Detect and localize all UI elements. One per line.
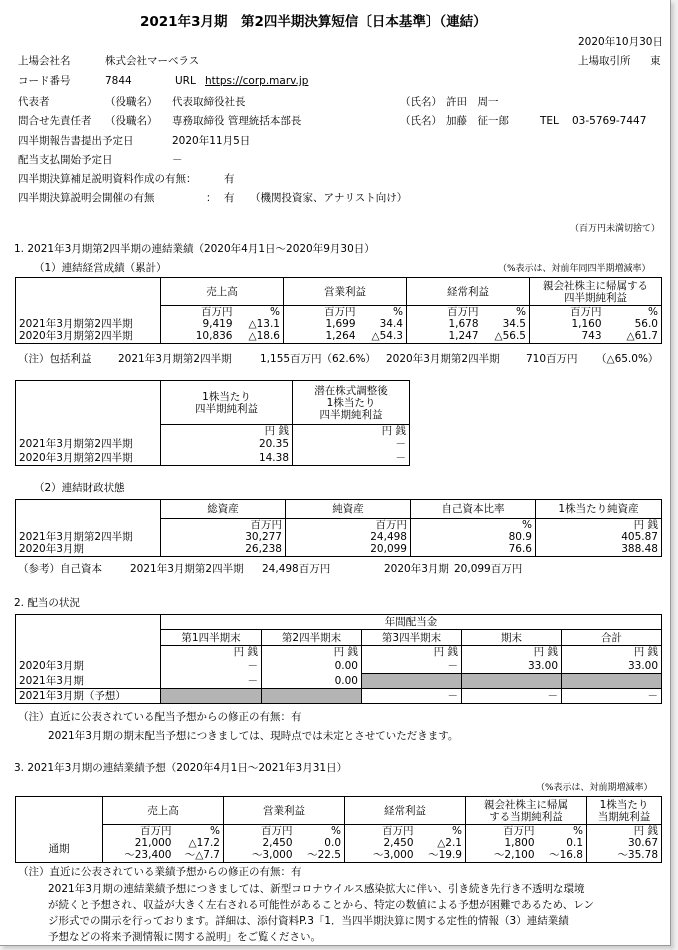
rep-name: 許田 周一: [446, 96, 499, 108]
unit-cell: 百万円: [161, 519, 286, 532]
row-label: 通期: [16, 837, 103, 862]
forecast-note-3: が続くと予想され、収益が大きく左右される可能性があることから、特定の数値による予想が困難であるため、レン: [48, 899, 594, 911]
forecast-corner: [16, 797, 103, 825]
unit-cell: 百万円: [284, 306, 359, 319]
table-row: [16, 659, 662, 674]
value-cell: 30.67: [587, 837, 662, 849]
briefing-colon: ：: [206, 192, 217, 204]
table-row: [16, 318, 662, 330]
results-header-net-line1: 親会社株主に帰属する: [543, 279, 648, 292]
comprehensive-cur-period: 2021年3月期第2四半期: [118, 353, 232, 365]
comprehensive-prev-period: 2020年3月期第2四半期: [386, 353, 500, 365]
financial-header-net-assets: 純資産: [286, 500, 411, 519]
value-cell: ～△7.7: [175, 849, 224, 862]
value-cell: 2,450: [224, 837, 296, 849]
value-cell: －: [293, 451, 410, 465]
financial-unit-blank: [16, 519, 161, 532]
unit-cell: 円 銭: [161, 646, 262, 659]
table-row: [16, 849, 662, 862]
unit-cell: %: [417, 825, 466, 838]
results-pct-note: （%表示は、対前年同四半期増減率）: [498, 264, 651, 274]
rep-title: 代表取締役社長: [172, 96, 246, 108]
forecast-unit-blank: [16, 825, 103, 838]
table-row: [16, 451, 410, 465]
results-header-net: [530, 278, 662, 306]
value-cell: △2.1: [417, 837, 466, 849]
unit-cell: 円 銭: [562, 646, 662, 659]
forecast-pct-note: （%表示は、対前期増減率）: [536, 783, 653, 793]
eps-header-line: 1株当たり: [326, 396, 376, 409]
dividend-unit-blank: [16, 646, 161, 659]
row-label: 2021年3月期第2四半期: [16, 437, 161, 451]
unit-cell: 円 銭: [536, 519, 662, 532]
exchange-label: 上場取引所: [578, 55, 631, 67]
results-header-net-line2: 四半期純利益: [564, 291, 627, 304]
value-cell: －: [293, 437, 410, 451]
unit-cell: 百万円: [224, 825, 296, 838]
row-label: 2021年3月期（予想）: [16, 689, 161, 704]
value-cell: △56.5: [482, 330, 530, 343]
value-cell: △17.2: [175, 837, 224, 849]
table-row: [16, 531, 662, 543]
equity-note-cur-period: 2021年3月期第2四半期: [130, 563, 244, 575]
value-cell: －: [362, 689, 462, 704]
value-cell: 2,450: [345, 837, 417, 849]
equity-note-cur-value: 24,498百万円: [262, 563, 331, 575]
row-label: 2021年3月期: [16, 674, 161, 689]
value-cell: 1,678: [407, 318, 482, 330]
value-cell: 0.00: [262, 674, 362, 689]
report-date-label: 四半期報告書提出予定日: [18, 135, 134, 147]
unit-cell: 円 銭: [362, 646, 462, 659]
unit-cell: 百万円: [345, 825, 417, 838]
value-cell: 24,498: [286, 531, 411, 543]
forecast-header-operating: 営業利益: [224, 797, 345, 825]
dividend-date-value: －: [172, 154, 183, 166]
rounding-note: （百万円未満切捨て）: [570, 224, 661, 234]
unit-cell: %: [605, 306, 662, 319]
dividend-header-q1: 第1四半期末: [161, 630, 262, 646]
value-cell: △18.6: [236, 330, 284, 343]
table-row: [16, 689, 662, 704]
section1-sub1: （1）連結経営成績（累計）: [34, 262, 167, 274]
report-date-value: 2020年11月5日: [172, 135, 251, 147]
table-row: [16, 837, 662, 849]
value-cell: 56.0: [605, 318, 662, 330]
value-cell: 0.0: [296, 837, 345, 849]
unit-cell: %: [538, 825, 587, 838]
tel-label: TEL: [540, 115, 559, 127]
value-cell: 33.00: [462, 659, 562, 674]
forecast-note-4: ジ形式での開示を行っております。詳細は、添付資料P.3「1．当四半期決算に関する定性的情報（3）連結業績: [48, 915, 569, 927]
financial-header-bps: 1株当たり純資産: [536, 500, 662, 519]
results-unit-blank: [16, 306, 161, 319]
forecast-header-line: 1株当たり: [599, 798, 649, 811]
forecast-header-line: する当期純利益: [489, 810, 563, 823]
forecast-header-line: 親会社株主に帰属: [484, 798, 568, 811]
briefing-label: 四半期決算説明会開催の有無: [18, 192, 155, 204]
value-cell: ～2,100: [466, 849, 538, 862]
results-header-ordinary: 経常利益: [407, 278, 530, 306]
company-url-link[interactable]: https://corp.marv.jp: [205, 75, 309, 87]
value-cell: 0.1: [538, 837, 587, 849]
dividend-corner: [16, 615, 161, 630]
unit-cell: %: [359, 306, 407, 319]
value-cell: 34.4: [359, 318, 407, 330]
eps-corner: [16, 381, 161, 425]
financial-position-table: [15, 499, 662, 557]
forecast-table: [15, 796, 662, 863]
contact-title: 専務取締役 管理統括本部長: [172, 115, 302, 127]
unit-cell: 百万円: [407, 306, 482, 319]
rep-name-label: （氏名）: [400, 96, 442, 108]
row-label: 2021年3月期第2四半期: [16, 318, 161, 330]
eps-header-diluted: [293, 381, 410, 425]
briefing-value: 有: [224, 192, 235, 204]
value-cell: △13.1: [236, 318, 284, 330]
supp-material-value: 有: [224, 173, 235, 185]
company-label: 上場会社名: [18, 55, 71, 67]
value-cell: 76.6: [411, 543, 536, 556]
financial-header-equity-ratio: 自己資本比率: [411, 500, 536, 519]
rep-title-label: （役職名）: [105, 96, 158, 108]
results-header-sales: 売上高: [161, 278, 284, 306]
row-label: 2020年3月期: [16, 543, 161, 556]
unit-cell: 円 銭: [161, 425, 293, 438]
value-cell: △54.3: [359, 330, 407, 343]
value-cell: －: [462, 689, 562, 704]
dividend-header-total: 合計: [562, 630, 662, 646]
unit-cell: 百万円: [286, 519, 411, 532]
row-label: 2020年3月期第2四半期: [16, 330, 161, 343]
value-cell: 80.9: [411, 531, 536, 543]
value-cell: 9,419: [161, 318, 236, 330]
value-cell: ～3,000: [224, 849, 296, 862]
value-cell: 1,264: [284, 330, 359, 343]
tel-value: 03-5769-7447: [572, 115, 647, 127]
unit-cell: %: [482, 306, 530, 319]
exchange-value: 東: [650, 55, 661, 67]
dividend-group-header: 年間配当金: [161, 615, 662, 630]
forecast-header-line: 当期純利益: [597, 810, 651, 823]
financial-corner: [16, 500, 161, 519]
dividend-header-year-end: 期末: [462, 630, 562, 646]
dividend-header-q2: 第2四半期末: [262, 630, 362, 646]
comprehensive-prev-value: 710百万円: [526, 353, 578, 365]
shaded-cell: [262, 689, 362, 704]
dividend-note-2: 2021年3月期の期末配当予想につきましては、現時点では未定とさせていただきます。: [48, 730, 459, 742]
shaded-cell: [161, 689, 262, 704]
unit-cell: 百万円: [103, 825, 175, 838]
dividend-date-label: 配当支払開始予定日: [18, 154, 113, 166]
value-cell: 26,238: [161, 543, 286, 556]
forecast-header-sales: 売上高: [103, 797, 224, 825]
url-label: URL: [175, 75, 196, 87]
table-row: [16, 674, 662, 689]
unit-cell: %: [175, 825, 224, 838]
value-cell: 1,160: [530, 318, 605, 330]
table-row: [16, 437, 410, 451]
value-cell: 405.87: [536, 531, 662, 543]
unit-cell: 百万円: [161, 306, 236, 319]
eps-header-line: 四半期純利益: [195, 402, 258, 415]
table-row: [16, 330, 662, 343]
financial-header-total-assets: 総資産: [161, 500, 286, 519]
unit-cell: 円 銭: [462, 646, 562, 659]
equity-note-prev-value: 20,099百万円: [454, 563, 523, 575]
value-cell: 33.00: [562, 659, 662, 674]
unit-cell: 円 銭: [262, 646, 362, 659]
unit-cell: 百万円: [466, 825, 538, 838]
row-label: 2021年3月期第2四半期: [16, 531, 161, 543]
unit-cell: %: [296, 825, 345, 838]
value-cell: 14.38: [161, 451, 293, 465]
comprehensive-cur-value: 1,155百万円（62.6%）: [260, 353, 376, 365]
forecast-note-1: （注）直近に公表されている業績予想からの修正の有無：有: [18, 866, 302, 878]
value-cell: ～19.9: [417, 849, 466, 862]
section1-heading: 1. 2021年3月期第2四半期の連結業績（2020年4月1日～2020年9月30日）: [14, 243, 375, 255]
eps-header-line: 潜在株式調整後: [314, 384, 388, 397]
company-name: 株式会社マーベラス: [105, 55, 200, 67]
value-cell: 20,099: [286, 543, 411, 556]
shaded-cell: [462, 674, 562, 689]
contact-name: 加藤 征一郎: [446, 115, 509, 127]
operating-results-table: [15, 277, 662, 344]
comprehensive-prev-pct: （△65.0%）: [596, 353, 659, 365]
value-cell: 0.00: [262, 659, 362, 674]
equity-note-label: （参考）自己資本: [18, 563, 102, 575]
code-label: コード番号: [18, 75, 71, 87]
dividend-corner-2: [16, 630, 161, 646]
equity-note-prev-period: 2020年3月期: [384, 563, 449, 575]
value-cell: －: [562, 689, 662, 704]
value-cell: －: [362, 659, 462, 674]
unit-cell: 円 銭: [293, 425, 410, 438]
unit-cell: 百万円: [530, 306, 605, 319]
eps-table: [15, 380, 410, 466]
value-cell: △61.7: [605, 330, 662, 343]
forecast-note-2: 2021年3月期の連結業績予想につきましては、新型コロナウイルス感染拡大に伴い、引き続き先行き不透明な環境: [48, 883, 585, 895]
value-cell: 34.5: [482, 318, 530, 330]
forecast-note-5: 予想などの将来予測情報に関する説明」をご覧ください。: [48, 931, 321, 943]
contact-title-label: （役職名）: [105, 115, 158, 127]
value-cell: 30,277: [161, 531, 286, 543]
unit-cell: 円 銭: [587, 825, 662, 838]
eps-unit-blank: [16, 425, 161, 438]
value-cell: ～35.78: [587, 849, 662, 862]
value-cell: 1,247: [407, 330, 482, 343]
value-cell: －: [161, 674, 262, 689]
eps-header-line: 四半期純利益: [319, 408, 383, 421]
section1-sub2: （2）連結財政状態: [34, 482, 125, 494]
representative-label: 代表者: [18, 96, 50, 108]
value-cell: 21,000: [103, 837, 175, 849]
results-header-operating: 営業利益: [284, 278, 407, 306]
briefing-note: （機関投資家、アナリスト向け）: [250, 192, 408, 204]
shaded-cell: [362, 674, 462, 689]
results-corner: [16, 278, 161, 306]
eps-header-basic: [161, 381, 293, 425]
shaded-cell: [562, 674, 662, 689]
value-cell: ～22.5: [296, 849, 345, 862]
value-cell: 10,836: [161, 330, 236, 343]
forecast-header-net: [466, 797, 587, 825]
dividend-note-1: （注）直近に公表されている配当予想からの修正の有無：有: [18, 711, 302, 723]
eps-header-line: 1株当たり: [202, 390, 251, 403]
value-cell: 20.35: [161, 437, 293, 451]
contact-label: 問合せ先責任者: [18, 115, 92, 127]
comprehensive-label: （注）包括利益: [18, 353, 92, 365]
section3-heading: 3. 2021年3月期の連結業績予想（2020年4月1日～2021年3月31日）: [14, 762, 348, 774]
value-cell: 1,699: [284, 318, 359, 330]
forecast-header-eps: [587, 797, 662, 825]
value-cell: －: [161, 659, 262, 674]
section2-heading: 2. 配当の状況: [14, 597, 80, 609]
value-cell: 388.48: [536, 543, 662, 556]
value-cell: 743: [530, 330, 605, 343]
row-label: 2020年3月期: [16, 659, 161, 674]
row-label: 2020年3月期第2四半期: [16, 451, 161, 465]
table-row: [16, 543, 662, 556]
dividend-table: [15, 614, 662, 704]
contact-name-label: （氏名）: [400, 115, 442, 127]
value-cell: ～3,000: [345, 849, 417, 862]
dividend-header-q3: 第3四半期末: [362, 630, 462, 646]
value-cell: ～16.8: [538, 849, 587, 862]
value-cell: ～23,400: [103, 849, 175, 862]
supp-material-label: 四半期決算補足説明資料作成の有無：: [18, 173, 197, 185]
document-title: 2021年3月期 第2四半期決算短信〔日本基準〕（連結）: [140, 14, 487, 30]
publish-date: 2020年10月30日: [578, 36, 663, 48]
code-value: 7844: [105, 75, 132, 87]
value-cell: 1,800: [466, 837, 538, 849]
unit-cell: %: [236, 306, 284, 319]
unit-cell: %: [411, 519, 536, 532]
forecast-header-ordinary: 経常利益: [345, 797, 466, 825]
